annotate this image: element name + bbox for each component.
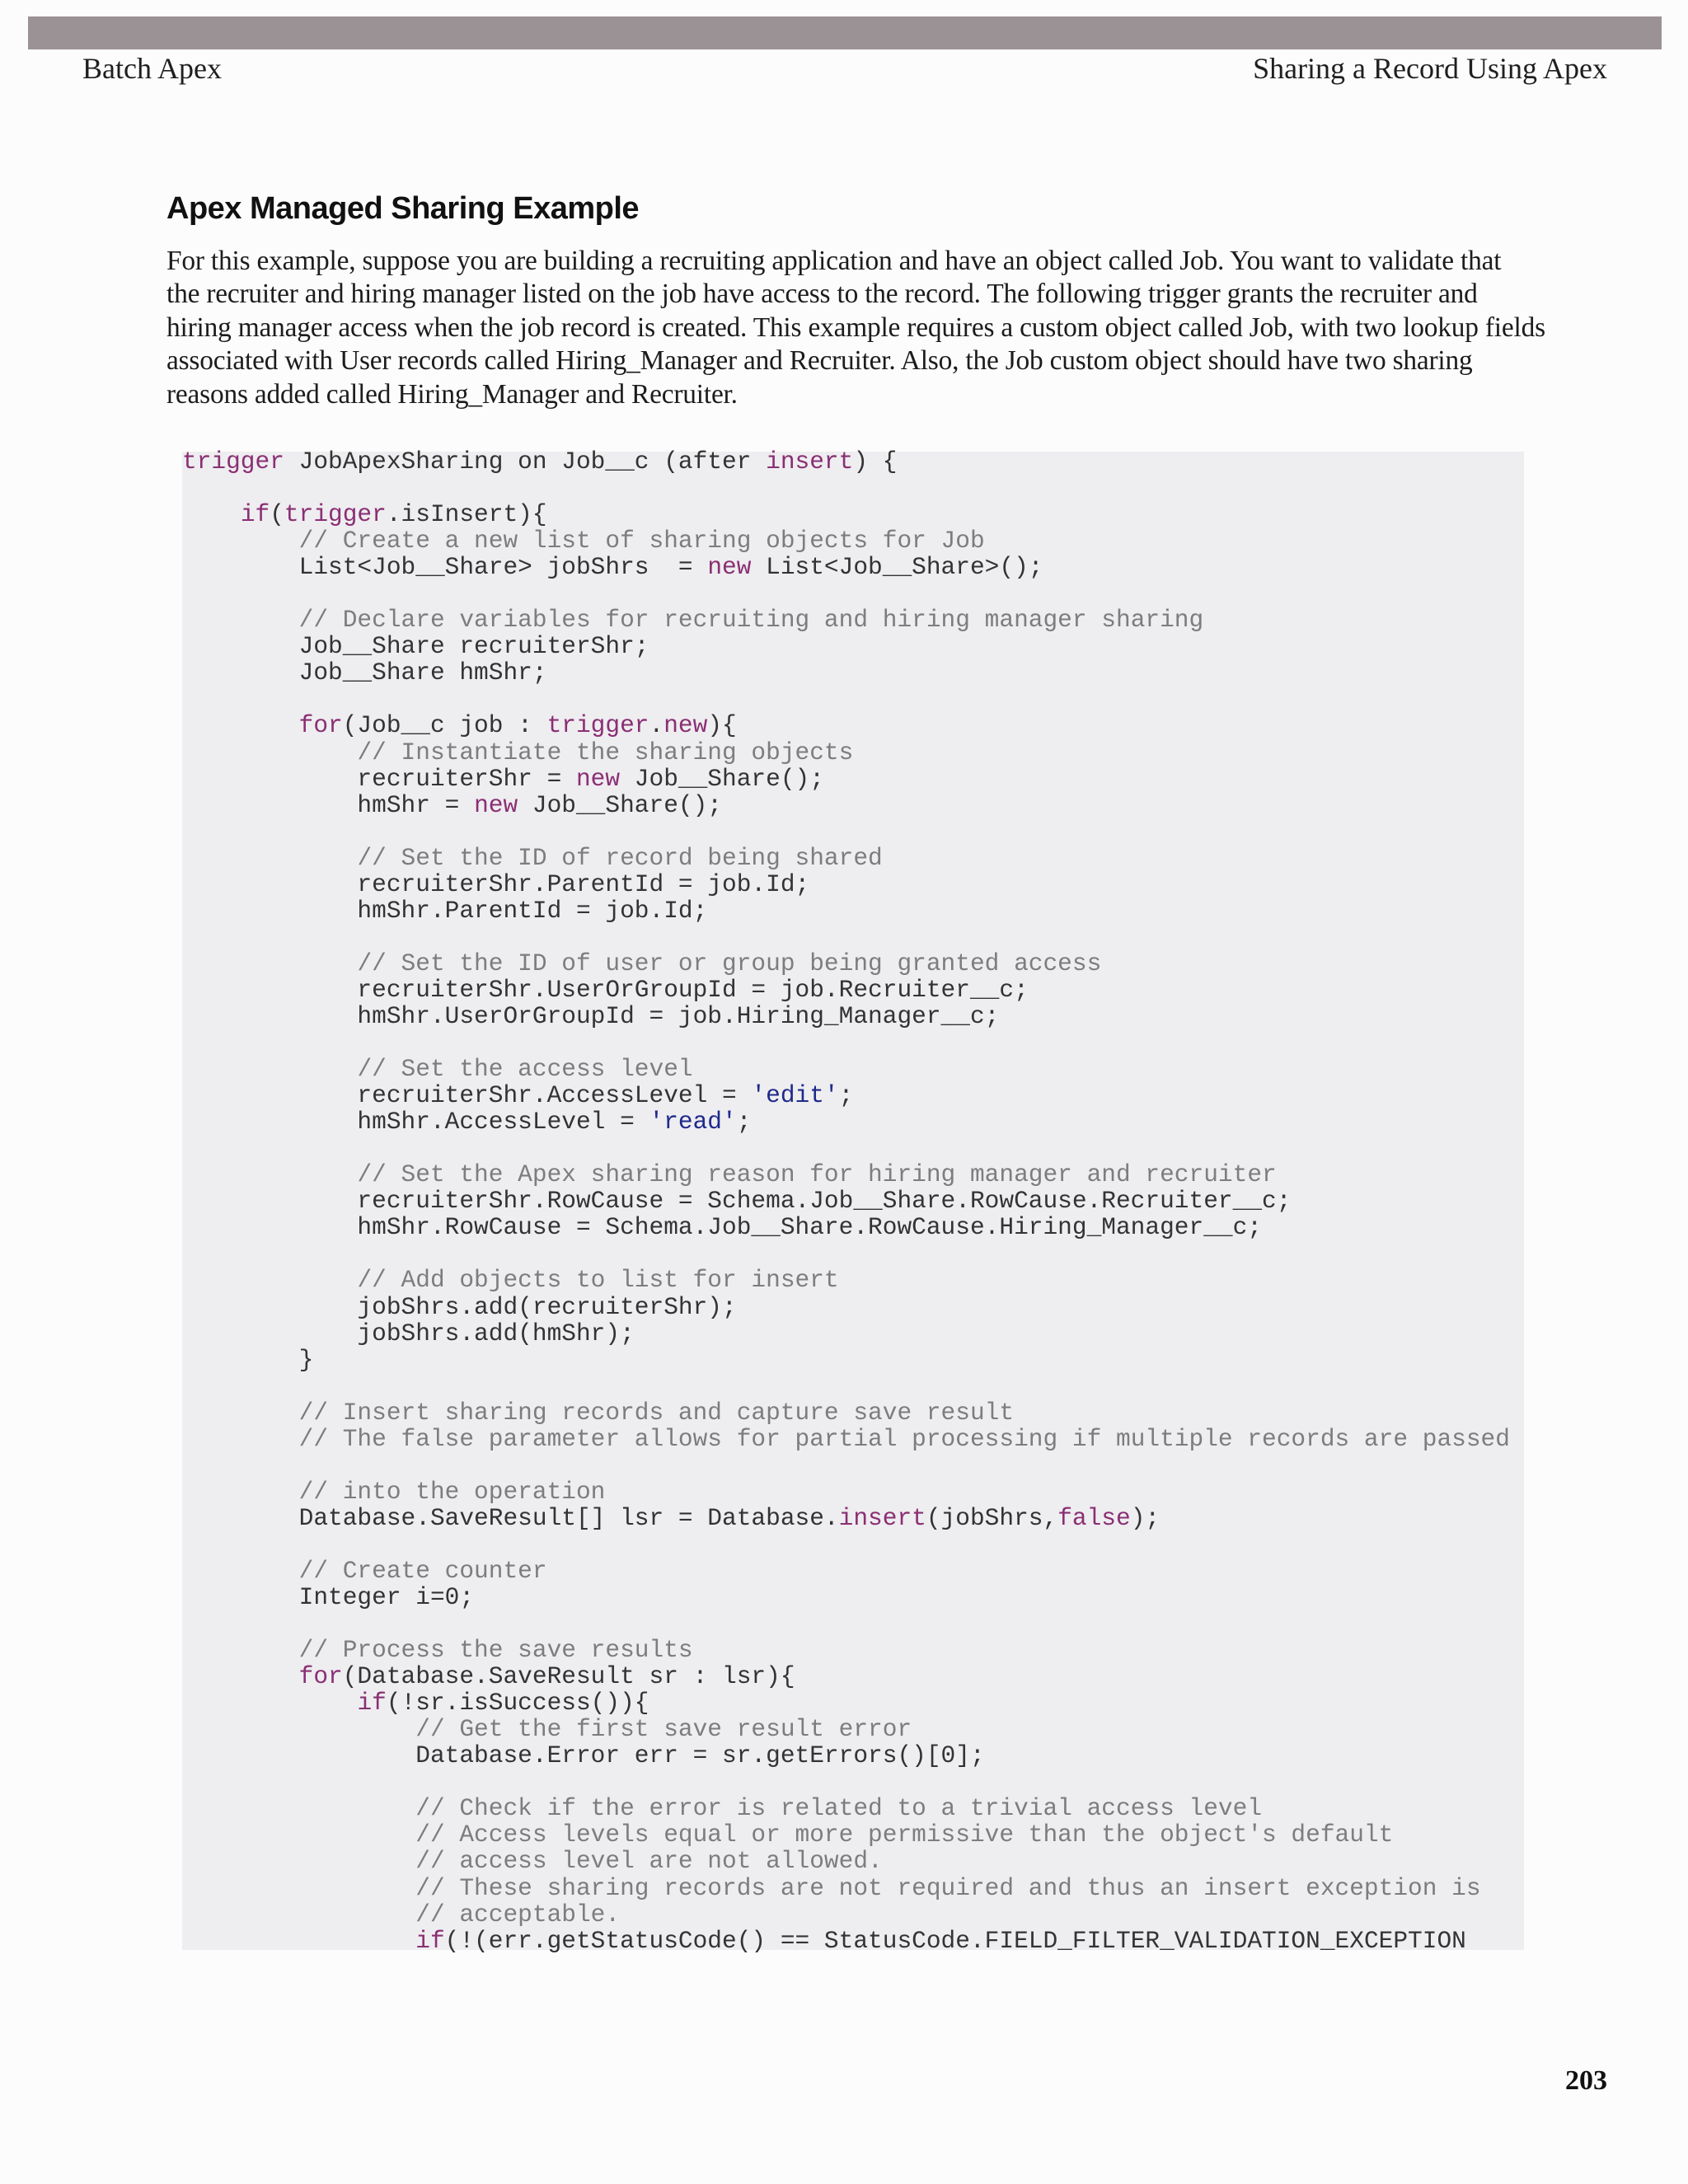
code-line	[182, 1056, 1510, 1082]
code-text: (Database.SaveResult sr : lsr){	[342, 1662, 795, 1691]
code-text: recruiterShr.UserOrGroupId = job.Recruiter__c;	[182, 975, 1029, 1004]
code-keyword: trigger	[284, 500, 387, 529]
code-line	[182, 1928, 1510, 1954]
code-line	[182, 1821, 1510, 1848]
code-line	[182, 1320, 1510, 1347]
code-line	[182, 1003, 1510, 1029]
code-text	[182, 1715, 415, 1743]
code-text: recruiterShr.RowCause = Schema.Job__Share.RowCause.Recruiter__c;	[182, 1187, 1292, 1216]
code-text: (	[270, 500, 284, 529]
code-text: hmShr.AccessLevel =	[182, 1108, 649, 1137]
code-text	[182, 1266, 357, 1294]
code-text: }	[182, 1345, 314, 1374]
code-text: (jobShrs,	[926, 1503, 1058, 1532]
code-line	[182, 1188, 1510, 1214]
code-text: hmShr.RowCause = Schema.Job__Share.RowCause.Hiring_Manager__c;	[182, 1213, 1263, 1242]
code-text: Database.SaveResult[] lsr = Database.	[182, 1503, 839, 1532]
code-line	[182, 554, 1510, 580]
code-comment: // Set the ID of record being shared	[357, 843, 883, 872]
code-line	[182, 1399, 1510, 1426]
running-header-chapter: Batch Apex	[82, 52, 222, 85]
code-comment: // Set the Apex sharing reason for hiring manager and recruiter	[357, 1160, 1277, 1189]
code-text: hmShr.UserOrGroupId = job.Hiring_Manager__c;	[182, 1001, 1000, 1030]
code-text: Job__Share();	[620, 764, 824, 793]
intro-line: the recruiter and hiring manager listed on the job have access to the record. The following trigger grants the recruiter and	[166, 279, 1478, 310]
code-text: hmShr.ParentId = job.Id;	[182, 896, 708, 925]
code-line	[182, 1479, 1510, 1505]
code-line	[182, 1108, 1510, 1135]
code-line	[182, 1663, 1510, 1690]
code-text	[182, 500, 241, 528]
code-line	[182, 924, 1510, 950]
code-text: (!(err.getStatusCode() == StatusCode.FIELD_FILTER_VALIDATION_EXCEPTION	[444, 1926, 1466, 1955]
code-line	[182, 1795, 1510, 1821]
code-text	[182, 527, 299, 555]
code-line	[182, 766, 1510, 792]
code-text: JobApexSharing on Job__c (after	[284, 448, 767, 476]
code-line	[182, 1690, 1510, 1716]
code-keyword: new	[474, 790, 518, 819]
code-comment: // Process the save results	[298, 1636, 693, 1665]
code-line	[182, 475, 1510, 501]
code-comment: // into the operation	[298, 1477, 606, 1506]
code-text: List<Job__Share> jobShrs =	[182, 553, 708, 582]
intro-paragraph	[166, 245, 1551, 411]
code-line	[182, 1373, 1510, 1399]
running-header-section: Sharing a Record Using Apex	[1253, 52, 1607, 85]
code-comment: // Set the access level	[357, 1055, 693, 1084]
code-line	[182, 527, 1510, 554]
code-keyword: trigger	[182, 448, 284, 476]
code-line	[182, 818, 1510, 845]
code-text: ;	[736, 1108, 752, 1137]
code-comment: // Instantiate the sharing objects	[357, 738, 854, 766]
code-comment: // Create a new list of sharing objects for Job	[298, 527, 985, 555]
code-text: );	[1130, 1503, 1160, 1532]
code-text: Job__Share();	[518, 790, 723, 819]
code-comment: // Set the ID of user or group being granted access	[357, 949, 1102, 977]
code-comment: // The false parameter allows for partial processing if multiple records are passed	[298, 1424, 1510, 1453]
code-text	[182, 1160, 357, 1188]
code-keyword: new	[575, 764, 621, 793]
code-text: List<Job__Share>();	[751, 553, 1043, 582]
code-line	[182, 871, 1510, 898]
code-line	[182, 1240, 1510, 1267]
code-text: recruiterShr.ParentId = job.Id;	[182, 869, 810, 898]
code-line	[182, 501, 1510, 527]
code-text	[182, 949, 357, 977]
code-text	[182, 738, 357, 766]
code-text	[182, 1055, 357, 1083]
code-line	[182, 950, 1510, 977]
code-text	[182, 1662, 299, 1690]
code-line	[182, 792, 1510, 818]
code-line	[182, 1426, 1510, 1452]
code-text: Database.Error err = sr.getErrors()[0];	[182, 1741, 985, 1770]
code-text: hmShr =	[182, 790, 475, 819]
code-keyword: for	[298, 711, 343, 740]
code-line	[182, 1505, 1510, 1531]
code-comment: // Declare variables for recruiting and hiring manager sharing	[298, 606, 1204, 635]
code-comment: // Create counter	[298, 1556, 547, 1585]
code-line	[182, 1531, 1510, 1558]
code-text	[182, 606, 299, 634]
code-keyword: for	[298, 1662, 343, 1691]
code-text: ) {	[853, 448, 898, 476]
code-text	[182, 1636, 299, 1664]
code-comment: // Access levels equal or more permissive than the object's default	[415, 1821, 1394, 1849]
code-line	[182, 1901, 1510, 1928]
code-text: .	[649, 711, 664, 740]
code-text: jobShrs.add(hmShr);	[182, 1319, 635, 1347]
code-line	[182, 1716, 1510, 1742]
code-keyword: insert	[766, 448, 854, 476]
code-text: recruiterShr =	[182, 764, 576, 793]
code-line	[182, 977, 1510, 1003]
code-keyword: if	[240, 500, 270, 529]
code-text: (!sr.isSuccess()){	[386, 1689, 649, 1718]
code-text: (Job__c job :	[342, 711, 547, 740]
code-text: recruiterShr.AccessLevel =	[182, 1081, 752, 1110]
code-line	[182, 1161, 1510, 1188]
code-keyword: insert	[838, 1503, 926, 1532]
code-text: jobShrs.add(recruiterShr);	[182, 1292, 737, 1321]
code-text: Job__Share recruiterShr;	[182, 632, 649, 661]
section-title: Apex Managed Sharing Example	[166, 191, 640, 226]
code-comment: // Check if the error is related to a trivial access level	[415, 1794, 1263, 1823]
code-text: .isInsert){	[386, 500, 547, 529]
code-keyword: new	[663, 711, 708, 740]
code-text: ;	[838, 1081, 854, 1110]
code-comment: // Get the first save result error	[415, 1715, 912, 1744]
code-line	[182, 1082, 1510, 1108]
intro-line: For this example, suppose you are building a recruiting application and have an object called Job. You want to validate that	[166, 246, 1502, 276]
code-line	[182, 1848, 1510, 1874]
code-line	[182, 1610, 1510, 1637]
code-text	[182, 1478, 299, 1506]
code-keyword: new	[707, 553, 752, 582]
code-text	[182, 1399, 299, 1427]
code-line	[182, 1875, 1510, 1901]
intro-line: hiring manager access when the job record is created. This example requires a custom object called Job, with two lookup fields	[166, 312, 1545, 343]
code-line	[182, 448, 1510, 475]
code-text	[182, 1821, 415, 1849]
code-line	[182, 1347, 1510, 1373]
code-comment: // acceptable.	[415, 1900, 621, 1929]
code-text	[182, 1425, 299, 1453]
code-listing	[182, 448, 1510, 1954]
code-line	[182, 633, 1510, 659]
intro-line: associated with User records called Hiring_Manager and Recruiter. Also, the Job custom object should have two sharing	[166, 345, 1473, 377]
code-text	[182, 1847, 415, 1875]
code-text	[182, 711, 299, 739]
code-text: Job__Share hmShr;	[182, 658, 547, 687]
code-text	[182, 1557, 299, 1585]
code-comment: // These sharing records are not required and thus an insert exception is	[415, 1873, 1481, 1902]
code-text: Integer i=0;	[182, 1583, 475, 1612]
code-text	[182, 1689, 357, 1717]
code-line	[182, 898, 1510, 924]
code-line	[182, 607, 1510, 633]
code-line	[182, 1214, 1510, 1240]
code-line	[182, 739, 1510, 766]
intro-line: reasons added called Hiring_Manager and Recruiter.	[166, 378, 738, 410]
code-text	[182, 1874, 415, 1902]
code-line	[182, 845, 1510, 871]
code-line	[182, 1769, 1510, 1795]
code-string: 'read'	[649, 1108, 737, 1137]
code-line	[182, 1029, 1510, 1056]
code-comment: // access level are not allowed.	[415, 1847, 883, 1876]
code-line	[182, 1742, 1510, 1769]
code-keyword: false	[1057, 1503, 1131, 1532]
code-keyword: trigger	[546, 711, 649, 740]
header-bar	[28, 16, 1662, 49]
code-line	[182, 659, 1510, 686]
code-text: ){	[707, 711, 737, 740]
code-text	[182, 1900, 415, 1929]
code-text	[182, 1927, 415, 1955]
page-number: 203	[1565, 2065, 1607, 2096]
code-comment: // Insert sharing records and capture save result	[298, 1398, 1015, 1427]
code-line	[182, 1452, 1510, 1479]
code-line	[182, 1135, 1510, 1161]
code-line	[182, 686, 1510, 712]
code-keyword: if	[357, 1689, 387, 1718]
code-line	[182, 580, 1510, 607]
code-line	[182, 1558, 1510, 1584]
code-keyword: if	[415, 1926, 445, 1955]
code-line	[182, 712, 1510, 738]
code-string: 'edit'	[751, 1081, 839, 1110]
code-line	[182, 1267, 1510, 1293]
code-text	[182, 844, 357, 872]
code-line	[182, 1294, 1510, 1320]
code-comment: // Add objects to list for insert	[357, 1266, 839, 1295]
code-text	[182, 1794, 415, 1822]
code-line	[182, 1637, 1510, 1663]
code-line	[182, 1584, 1510, 1610]
